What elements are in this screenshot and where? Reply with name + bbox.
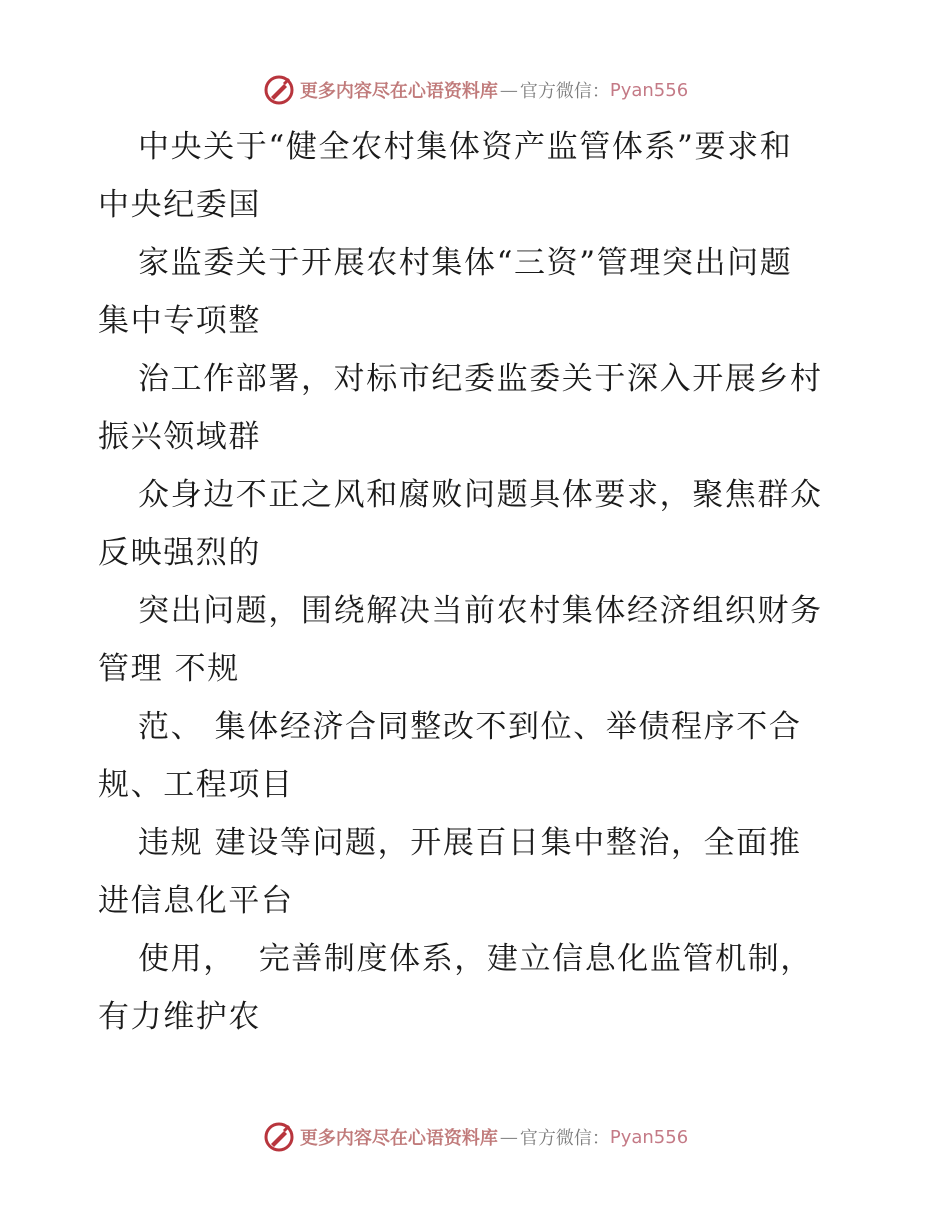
wechat-label: 官方微信： bbox=[519, 1128, 610, 1149]
document-body bbox=[98, 118, 858, 1046]
text-line: 进信息化平台 bbox=[98, 883, 294, 919]
wechat-id: Pyan556 bbox=[609, 1126, 689, 1148]
text-line: 中央纪委国 bbox=[98, 187, 261, 223]
footer-watermark bbox=[0, 1117, 950, 1157]
text-line: 有力维护农 bbox=[98, 999, 261, 1035]
wechat-id: Pyan556 bbox=[609, 79, 689, 101]
text-line: 众身边不正之风和腐败问题具体要求，聚焦群众 bbox=[138, 477, 823, 513]
text-line: 范、 集体经济合同整改不到位、举债程序不合 bbox=[138, 709, 802, 745]
text-line: 中央关于“健全农村集体资产监管体系”要求和 bbox=[138, 129, 793, 165]
wechat-label: 官方微信： bbox=[519, 81, 610, 102]
text-line: 集中专项整 bbox=[98, 303, 261, 339]
separator: — bbox=[499, 1126, 518, 1148]
text-line: 治工作部署，对标市纪委监委关于深入开展乡村 bbox=[138, 361, 823, 397]
header-watermark bbox=[0, 70, 950, 110]
site-name: 更多内容尽在心语资料库 bbox=[299, 1128, 498, 1149]
pen-logo-icon bbox=[262, 1120, 296, 1154]
separator: — bbox=[499, 79, 518, 101]
text-line: 突出问题，围绕解决当前农村集体经济组织财务 bbox=[138, 593, 823, 629]
site-name: 更多内容尽在心语资料库 bbox=[299, 81, 498, 102]
text-line: 管理 不规 bbox=[98, 651, 240, 687]
text-line: 违规 建设等问题，开展百日集中整治，全面推 bbox=[138, 825, 802, 861]
text-line: 使用， 完善制度体系，建立信息化监管机制， bbox=[138, 941, 813, 977]
text-line: 规、工程项目 bbox=[98, 767, 294, 803]
text-line: 反映强烈的 bbox=[98, 535, 261, 571]
text-line: 家监委关于开展农村集体“三资”管理突出问题 bbox=[138, 245, 793, 281]
text-line: 振兴领域群 bbox=[98, 419, 261, 455]
pen-logo-icon bbox=[262, 73, 296, 107]
